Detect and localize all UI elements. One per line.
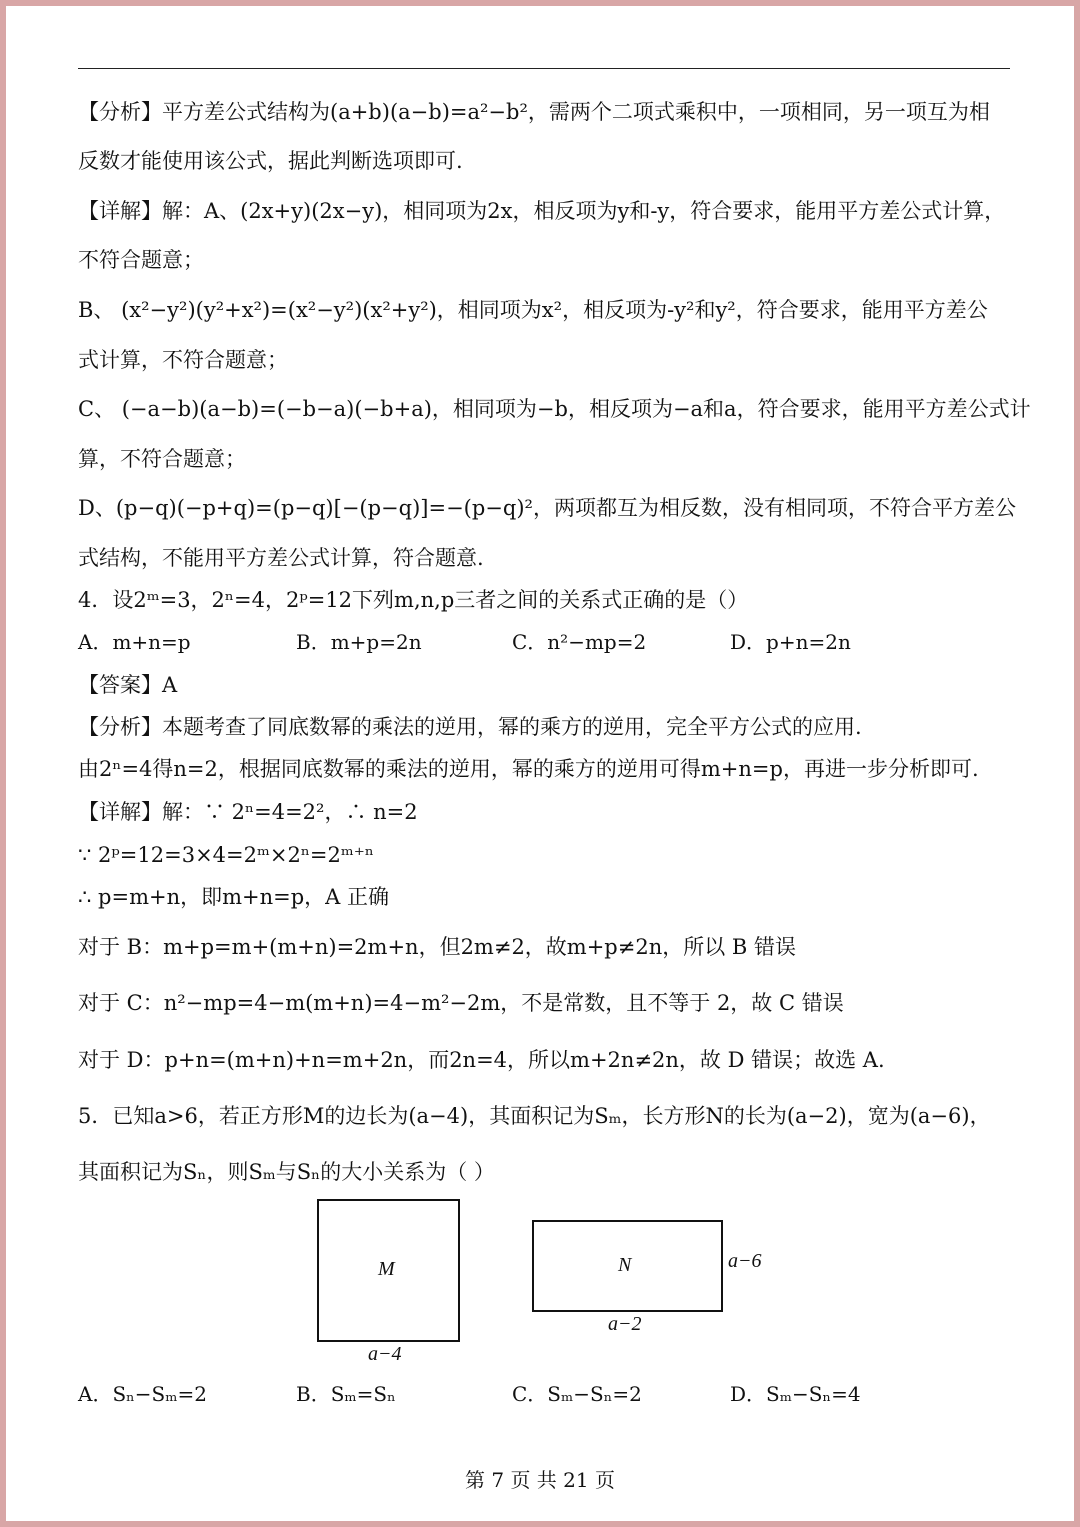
analysis-line-2: 反数才能使用该公式，据此判断选项即可. [78, 149, 463, 173]
q4-option-d: D．p+n=2n [730, 630, 851, 654]
page-footer: 第 7 页 共 21 页 [465, 1468, 615, 1492]
q4-analysis-2: 由2ⁿ=4得n=2，根据同底数幂的乘法的逆用，幂的乘方的逆用可得m+n=p，再进一步分析即可. [78, 757, 979, 781]
q4-detail-3: ∴ p=m+n，即m+n=p，A 正确 [78, 885, 390, 909]
q4-detail-d: 对于 D：p+n=(m+n)+n=m+2n，而2n=4，所以m+2n≠2n，故 D 错误；故选 A. [78, 1048, 885, 1072]
rect-length-label: a−2 [608, 1313, 642, 1335]
q4-option-c: C．n²−mp=2 [512, 630, 647, 654]
detail-line-d2: 式结构，不能用平方差公式计算，符合题意. [78, 546, 484, 570]
question-4: 4．设2ᵐ=3，2ⁿ=4，2ᵖ=12下列m,n,p三者之间的关系式正确的是（） [78, 588, 749, 612]
q5-option-d: D．Sₘ−Sₙ=4 [730, 1382, 861, 1406]
rect-width-label: a−6 [728, 1250, 762, 1272]
detail-line-a2: 不符合题意； [78, 248, 204, 272]
q4-detail-b: 对于 B：m+p=m+(m+n)=2m+n，但2m≠2，故m+p≠2n，所以 B 错误 [78, 935, 797, 959]
q4-detail-1: 【详解】解：∵ 2ⁿ=4=2²，∴ n=2 [78, 800, 418, 824]
q5-option-a: A．Sₙ−Sₘ=2 [78, 1382, 208, 1406]
header-rule [78, 68, 1010, 69]
q4-option-a: A．m+n=p [78, 630, 191, 654]
square-side-label: a−4 [368, 1343, 402, 1365]
analysis-line-1: 【分析】平方差公式结构为(a+b)(a−b)=a²−b²，需两个二项式乘积中，一项相同，另一项互为相 [78, 100, 990, 124]
rect-label: N [618, 1254, 632, 1276]
detail-line-c2: 算，不符合题意； [78, 447, 246, 471]
detail-line-c1: C、 (−a−b)(a−b)=(−b−a)(−b+a)，相同项为−b，相反项为−a和a，符合要求，能用平方差公式计 [78, 397, 1031, 421]
question-5-line-2: 其面积记为Sₙ，则Sₘ与Sₙ的大小关系为（ ） [78, 1160, 495, 1184]
q4-detail-c: 对于 C：n²−mp=4−m(m+n)=4−m²−2m，不是常数，且不等于 2，故 C 错误 [78, 991, 844, 1015]
q4-answer: 【答案】A [78, 673, 178, 697]
q5-option-b: B．Sₘ=Sₙ [296, 1382, 396, 1406]
q4-detail-2: ∵ 2ᵖ=12=3×4=2ᵐ×2ⁿ=2ᵐ⁺ⁿ [78, 843, 374, 867]
page [6, 6, 1074, 1521]
q4-analysis-1: 【分析】本题考查了同底数幂的乘法的逆用，幂的乘方的逆用，完全平方公式的应用. [78, 715, 862, 739]
detail-line-b2: 式计算，不符合题意； [78, 348, 288, 372]
q5-option-c: C．Sₘ−Sₙ=2 [512, 1382, 642, 1406]
detail-line-a1: 【详解】解：A、(2x+y)(2x−y)，相同项为2x，相反项为y和-y，符合要求，能用平方差公式计算， [78, 199, 1006, 223]
detail-line-d1: D、(p−q)(−p+q)=(p−q)[−(p−q)]=−(p−q)²，两项都互为相反数，没有相同项，不符合平方差公 [78, 496, 1016, 520]
question-5-line-1: 5．已知a>6，若正方形M的边长为(a−4)，其面积记为Sₘ，长方形N的长为(a−2)，宽为(a−6)， [78, 1104, 991, 1128]
square-label: M [378, 1258, 395, 1280]
q4-option-b: B．m+p=2n [296, 630, 422, 654]
detail-line-b1: B、 (x²−y²)(y²+x²)=(x²−y²)(x²+y²)，相同项为x²，相反项为-y²和y²，符合要求，能用平方差公 [78, 298, 988, 322]
